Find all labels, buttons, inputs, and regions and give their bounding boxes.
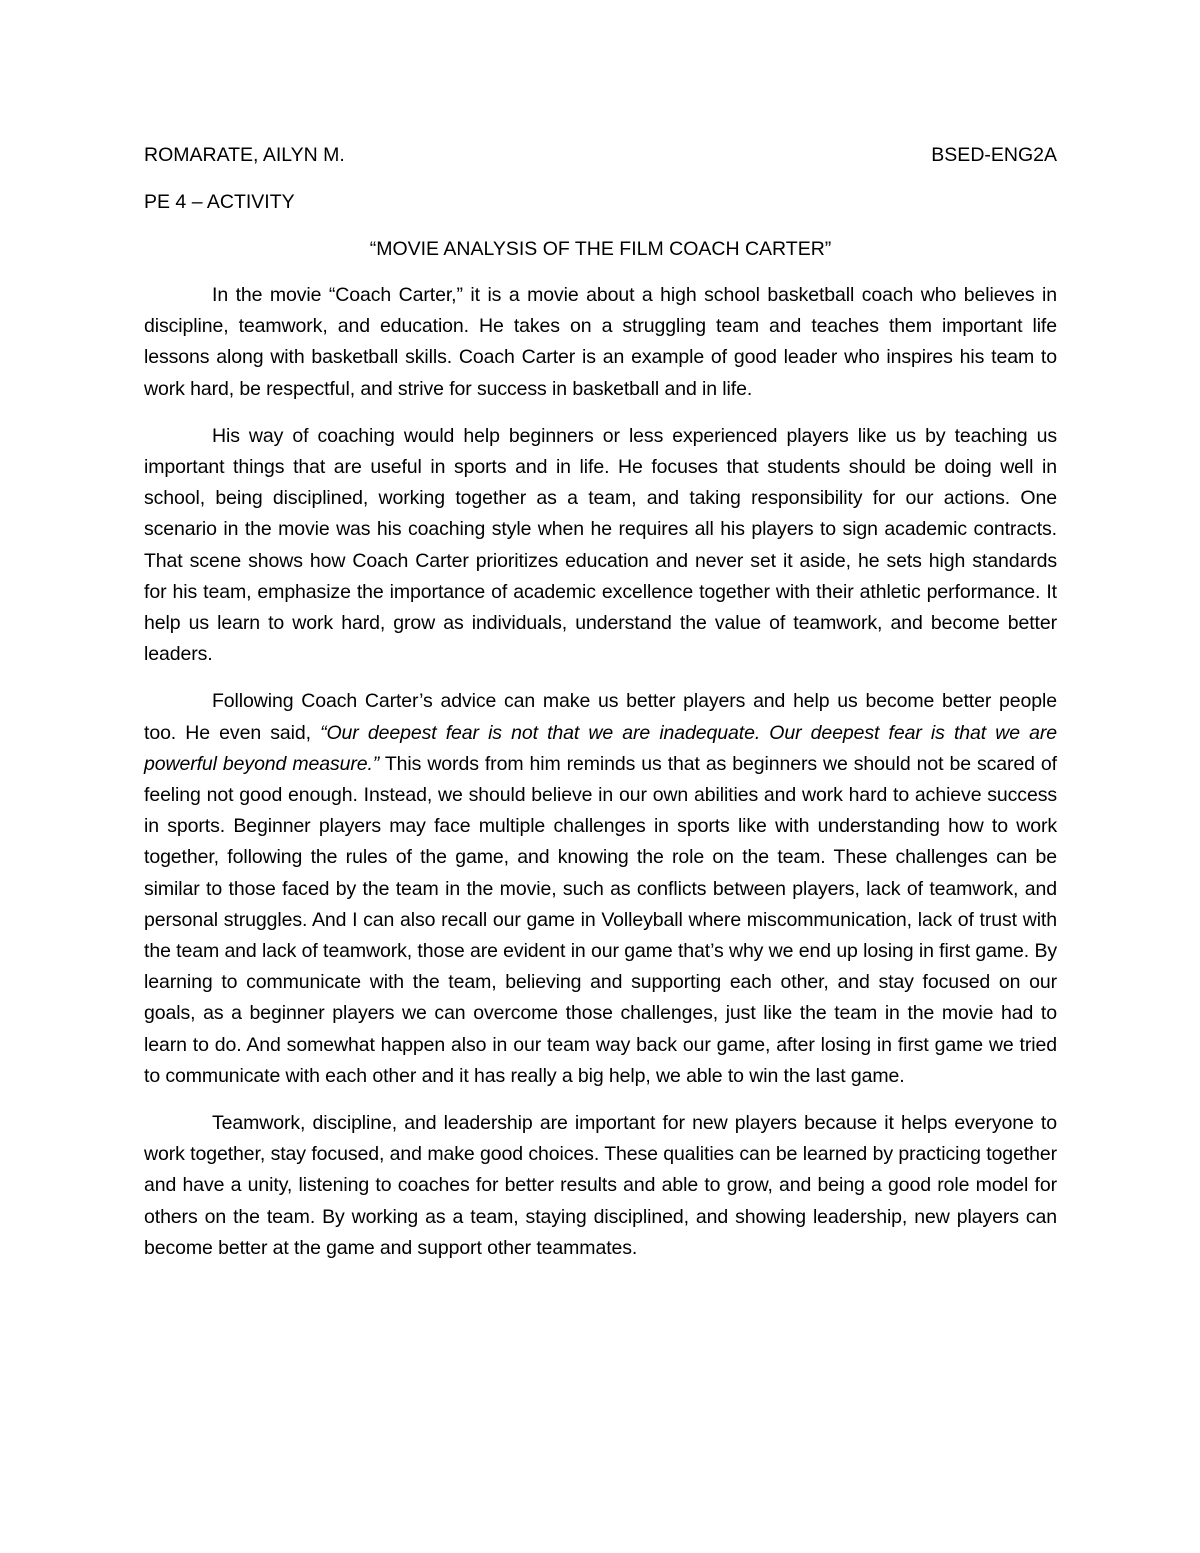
paragraph-4: Teamwork, discipline, and leadership are important for new players because it helps everyone to work together, stay focused, and make good choices. These qualities can be learned by practicing together and have a unity, listening to coaches for better results and able to grow, and being a good role model for others on the team. By working as a team, staying disciplined, and showing leadership, new players can become better at the game and support other teammates. (144, 1112, 1057, 1259)
coach-carter-quote: “Our deepest fear is not that we are inadequate. Our deepest fear is that we are powerful beyond measure.” (144, 721, 1058, 775)
course-activity: PE 4 – ACTIVITY (144, 191, 295, 213)
paragraph-3-intro: Following Coach Carter’s advice can make us better players and help us become better people too. He even said, (144, 690, 1057, 744)
paragraph-3-body: This words from him reminds us that as beginners we should not be scared of feeling not good enough. Instead, we should believe in our own abilities and work hard to achieve success in sports. Beginner players may face multiple challenges in sports like with understanding how to work together, following the rules of the game, and knowing the role on the team. These challenges can be similar to those faced by the team in the movie, such as conflicts between players, lack of teamwork, and personal struggles. And I can also recall our game in Volleyball where miscommunication, lack of trust with the team and lack of teamwork, those are evident in our game that’s why we end up losing in first game. By learning to communicate with the team, believing and supporting each other, and stay focused on our goals, as a beginner players we can overcome those challenges, just like the team in the movie had to learn to do. And somewhat happen also in our team way back our game, after losing in first game we tried to communicate with each other and it has really a big help, we able to win the last game. (144, 752, 1057, 1087)
paragraph-3 (144, 686, 1057, 1092)
student-name: ROMARATE, AILYN M. (144, 144, 345, 166)
document-body (144, 139, 1057, 1264)
document-title: “MOVIE ANALYSIS OF THE FILM COACH CARTER” (369, 238, 832, 260)
header-row (144, 139, 1057, 171)
paragraph-2: His way of coaching would help beginners or less experienced players like us by teaching us important things that are useful in sports and in life. He focuses that students should be doing well in school, being disciplined, working together as a team, and taking responsibility for our actions. One scenario in the movie was his coaching style when he requires all his players to sign academic contracts. That scene shows how Coach Carter prioritizes education and never set it aside, he sets high standards for his team, emphasize the importance of academic excellence together with their athletic performance. It help us learn to work hard, grow as individuals, understand the value of teamwork, and become better leaders. (144, 424, 1057, 666)
paragraph-1: In the movie “Coach Carter,” it is a movie about a high school basketball coach who believes in discipline, teamwork, and education. He takes on a struggling team and teaches them important life lessons along with basketball skills. Coach Carter is an example of good leader who inspires his team to work hard, be respectful, and strive for success in basketball and in life. (144, 284, 1057, 400)
class-section: BSED-ENG2A (931, 144, 1057, 166)
